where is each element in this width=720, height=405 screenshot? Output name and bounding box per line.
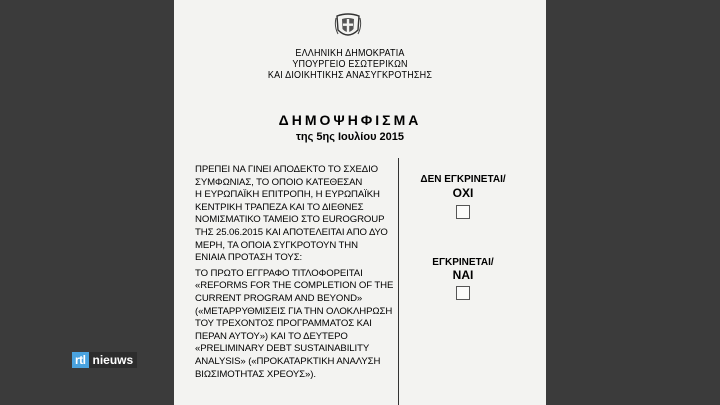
question-line: ΝΟΜΙΣΜΑΤΙΚΟ ΤΑΜΕΙΟ ΣΤΟ EUROGROUP xyxy=(195,214,385,226)
header-line-ministry: ΥΠΟΥΡΓΕΙΟ ΕΣΩΤΕΡΙΚΩΝ xyxy=(292,59,408,70)
question-line: ΣΥΜΦΩΝΙΑΣ, ΤΟ ΟΠΟΙΟ ΚΑΤΕΘΕΣΑΝ xyxy=(195,176,363,188)
detail-line: «PRELIMINARY DEBT SUSTAINABILITY xyxy=(195,343,370,355)
document-title: ΔΗΜΟΨΗΦΙΣΜΑ xyxy=(278,112,422,128)
question-line: ΕΝΙΑΙΑ ΠΡΟΤΑΣΗ ΤΟΥΣ: xyxy=(195,252,303,264)
video-frame-left xyxy=(0,0,174,405)
question-line: Η ΕΥΡΩΠΑΪΚΗ ΕΠΙΤΡΟΠΗ, Η ΕΥΡΩΠΑΪΚΗ xyxy=(195,189,380,201)
referendum-question xyxy=(195,164,393,381)
detail-line: ΠΕΡΑΝ ΑΥΤΟΥ») ΚΑΙ ΤΟ ΔΕΥΤΕΡΟ xyxy=(195,330,348,342)
logo-nieuws-part: nieuws xyxy=(89,352,138,368)
question-line: ΚΕΝΤΡΙΚΗ ΤΡΑΠΕΖΑ ΚΑΙ ΤΟ ΔΙΕΘΝΕΣ xyxy=(195,201,364,213)
detail-line: ΤΟΥ ΤΡΕΧΟΝΤΟΣ ΠΡΟΓΡΑΜΜΑΤΟΣ ΚΑΙ xyxy=(195,318,372,330)
question-line: ΠΡΕΠΕΙ ΝΑ ΓΙΝΕΙ ΑΠΟΔΕΚΤΟ ΤΟ ΣΧΕΔΙΟ xyxy=(195,164,379,175)
option-yes-checkbox[interactable] xyxy=(456,286,470,300)
detail-line: («ΜΕΤΑΡΡΥΘΜΙΣΕΙΣ ΓΙΑ ΤΗΝ ΟΛΟΚΛΗΡΩΣΗ xyxy=(195,305,393,317)
ministry-header xyxy=(250,48,450,81)
option-yes-label: ΕΓΚΡΙΝΕΤΑΙ/ xyxy=(432,257,494,268)
detail-line: ΒΙΩΣΙΜΟΤΗΤΑΣ ΧΡΕΟΥΣ»). xyxy=(195,368,316,380)
option-no-value: ΟΧΙ xyxy=(452,186,474,200)
document-date: της 5ης Ιουλίου 2015 xyxy=(295,131,405,143)
detail-line: «REFORMS FOR THE COMPLETION OF THE xyxy=(195,280,394,292)
detail-line: CURRENT PROGRAM AND BEYOND» xyxy=(195,292,363,304)
option-no-label: ΔΕΝ ΕΓΚΡΙΝΕΤΑΙ/ xyxy=(420,174,506,185)
rtl-nieuws-logo xyxy=(72,352,156,368)
question-line: ΤΗΣ 25.06.2015 ΚΑΙ ΑΠΟΤΕΛΕΙΤΑΙ ΑΠΟ ΔΥΟ xyxy=(195,226,388,238)
header-line-state: ΕΛΛΗΝΙΚΗ ΔΗΜΟΚΡΑΤΙΑ xyxy=(295,48,405,59)
greek-coat-of-arms-icon xyxy=(334,10,362,42)
option-no-checkbox[interactable] xyxy=(456,205,470,219)
column-divider xyxy=(398,158,399,405)
question-line: ΜΕΡΗ, ΤΑ ΟΠΟΙΑ ΣΥΓΚΡΟΤΟΥΝ ΤΗΝ xyxy=(195,239,358,251)
detail-line: ANALYSIS» («ΠΡΟΚΑΤΑΡΚΤΙΚΗ ΑΝΑΛΥΣΗ xyxy=(195,355,381,367)
option-yes-value: ΝΑΙ xyxy=(452,268,474,282)
detail-line: ΤΟ ΠΡΩΤΟ ΕΓΓΡΑΦΟ ΤΙΤΛΟΦΟΡΕΙΤΑΙ xyxy=(195,267,363,279)
header-line-department: ΚΑΙ ΔΙΟΙΚΗΤΙΚΗΣ ΑΝΑΣΥΓΚΡΟΤΗΣΗΣ xyxy=(267,70,433,81)
logo-rtl-part: rtl xyxy=(72,352,89,368)
video-frame-right xyxy=(546,0,720,405)
